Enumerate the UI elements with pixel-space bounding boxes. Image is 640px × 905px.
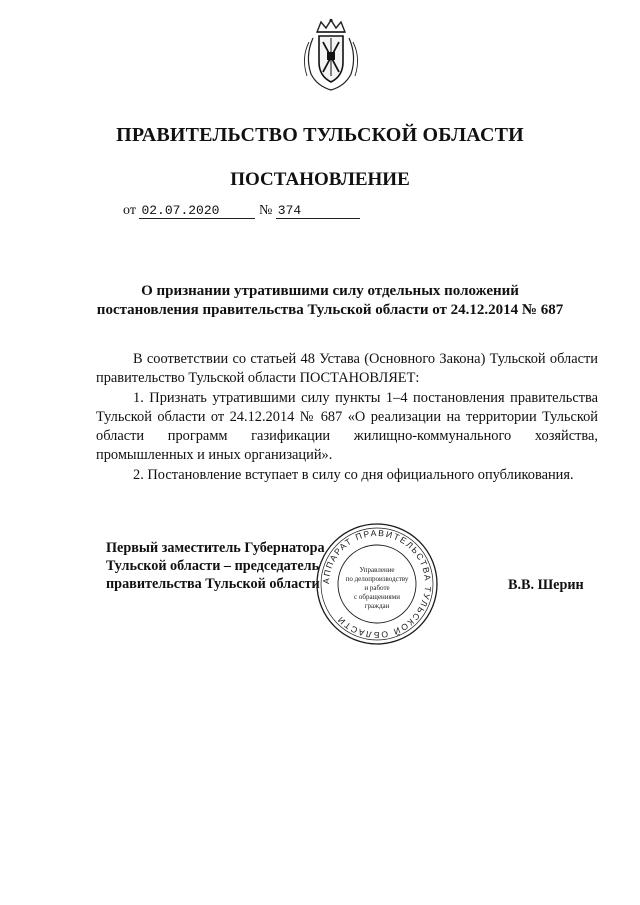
organization-title: ПРАВИТЕЛЬСТВО ТУЛЬСКОЙ ОБЛАСТИ <box>116 124 524 146</box>
stamp-line-3: и работе <box>364 584 390 592</box>
document-date: 02.07.2020 <box>139 203 255 219</box>
stamp-ring-text: АППАРАТ ПРАВИТЕЛЬСТВА ТУЛЬСКОЙ ОБЛАСТИ <box>320 527 434 641</box>
signatory-position <box>106 539 325 593</box>
body-paragraph-2: 1. Признать утратившими силу пункты 1–4 постановления правительства Тульской области от 24.12.2014 № 687 «О реализации на территории Тульской области программ газификации жилищно-коммунального хозяйства, промышленных и иных организаций». <box>96 389 598 464</box>
tula-coat-of-arms-icon <box>299 18 363 92</box>
document-number: 374 <box>276 203 360 219</box>
date-prefix: от <box>123 203 136 218</box>
official-stamp <box>315 522 439 646</box>
stamp-line-1: Управление <box>359 566 395 574</box>
title-line-1: О признании утратившими силу отдельных положений <box>141 283 519 299</box>
document-body <box>96 350 598 485</box>
position-line-3: правительства Тульской области <box>106 576 320 592</box>
position-line-1: Первый заместитель Губернатора <box>106 540 325 556</box>
body-paragraph-1: В соответствии со статьей 48 Устава (Основного Закона) Тульской области правительство Тульской области ПОСТАНОВЛЯЕТ: <box>96 351 598 387</box>
signatory-name: В.В. Шерин <box>508 577 584 593</box>
body-paragraph-3: 2. Постановление вступает в силу со дня официального опубликования. <box>133 466 574 483</box>
number-prefix: № <box>258 203 273 218</box>
position-line-2: Тульской области – председатель <box>106 558 320 574</box>
document-type: ПОСТАНОВЛЕНИЕ <box>230 169 410 190</box>
title-line-2: постановления правительства Тульской области от 24.12.2014 № 687 <box>96 302 564 318</box>
stamp-line-4: с обращениями <box>354 593 400 601</box>
document-title <box>60 282 600 320</box>
stamp-line-5: граждан <box>364 602 390 610</box>
stamp-line-2: по делопроизводству <box>345 575 409 583</box>
document-meta <box>123 203 360 219</box>
